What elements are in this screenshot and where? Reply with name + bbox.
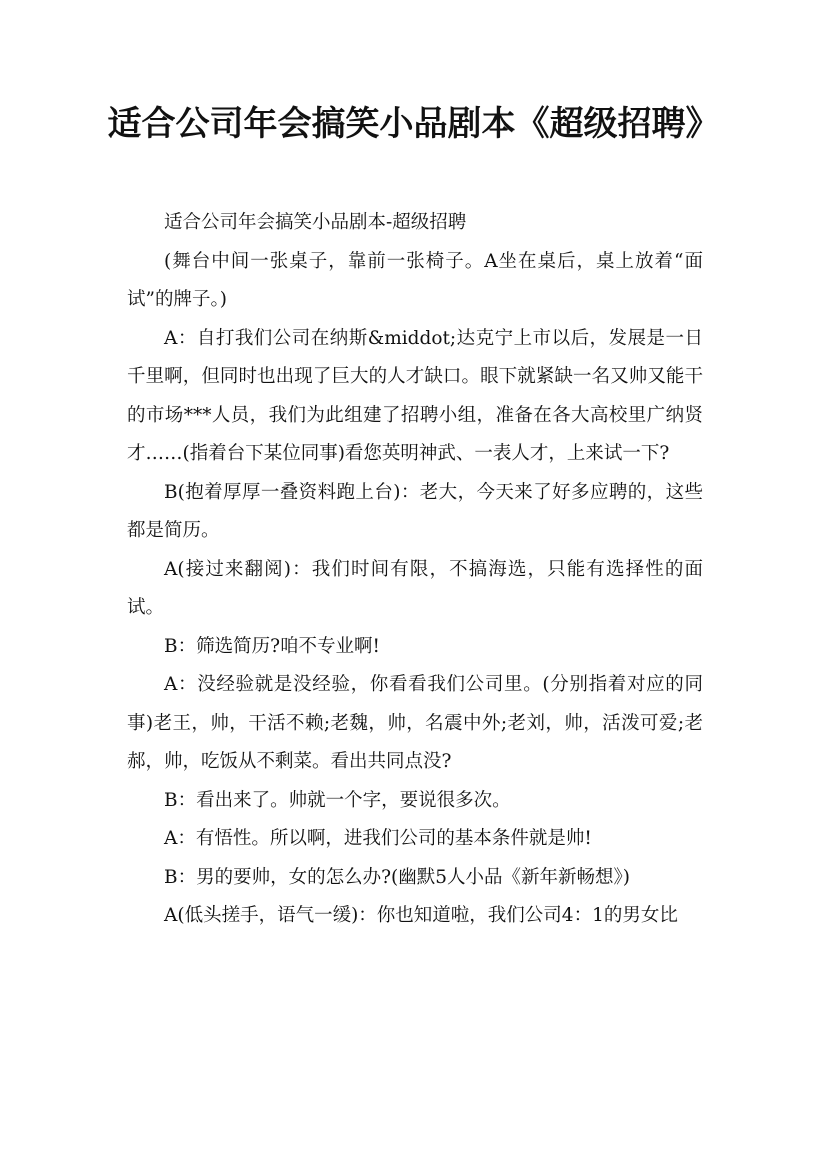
paragraph: 适合公司年会搞笑小品剧本-超级招聘: [164, 212, 467, 233]
paragraph: (舞台中间一张桌子，靠前一张椅子。A坐在桌后，桌上放着“面试”的牌子。): [127, 250, 703, 310]
paragraph: B(抱着厚厚一叠资料跑上台)：老大，今天来了好多应聘的，这些都是简历。: [127, 481, 703, 541]
paragraph: A：自打我们公司在纳斯&middot;达克宁上市以后，发展是一日千里啊，但同时也出现了巨大的人才缺口。眼下就紧缺一名又帅又能干的市场***人员，我们为此组建了招聘小组，准备在各大高校里广纳贤才……(指着台下某位同事)看您英明神武、一表人才，上来试一下?: [127, 327, 703, 464]
paragraph: B：看出来了。帅就一个字，要说很多次。: [164, 789, 511, 811]
paragraph: B：男的要帅，女的怎么办?(幽默5人小品《新年新畅想》): [164, 866, 630, 888]
document-body: [127, 204, 703, 936]
paragraph: A：没经验就是没经验，你看看我们公司里。(分别指着对应的同事)老王，帅，干活不赖;老魏，帅，名震中外;老刘，帅，活泼可爱;老郝，帅，吃饭从不剩菜。看出共同点没?: [127, 674, 703, 772]
paragraph: B：筛选简历?咱不专业啊!: [164, 635, 380, 657]
paragraph: A：有悟性。所以啊，进我们公司的基本条件就是帅!: [164, 828, 592, 849]
document-title: 适合公司年会搞笑小品剧本《超级招聘》: [107, 104, 720, 144]
paragraph: A(接过来翻阅)：我们时间有限，不搞海选，只能有选择性的面试。: [127, 558, 703, 618]
paragraph: A(低头搓手，语气一缓)：你也知道啦，我们公司4：1的男女比: [164, 905, 678, 926]
